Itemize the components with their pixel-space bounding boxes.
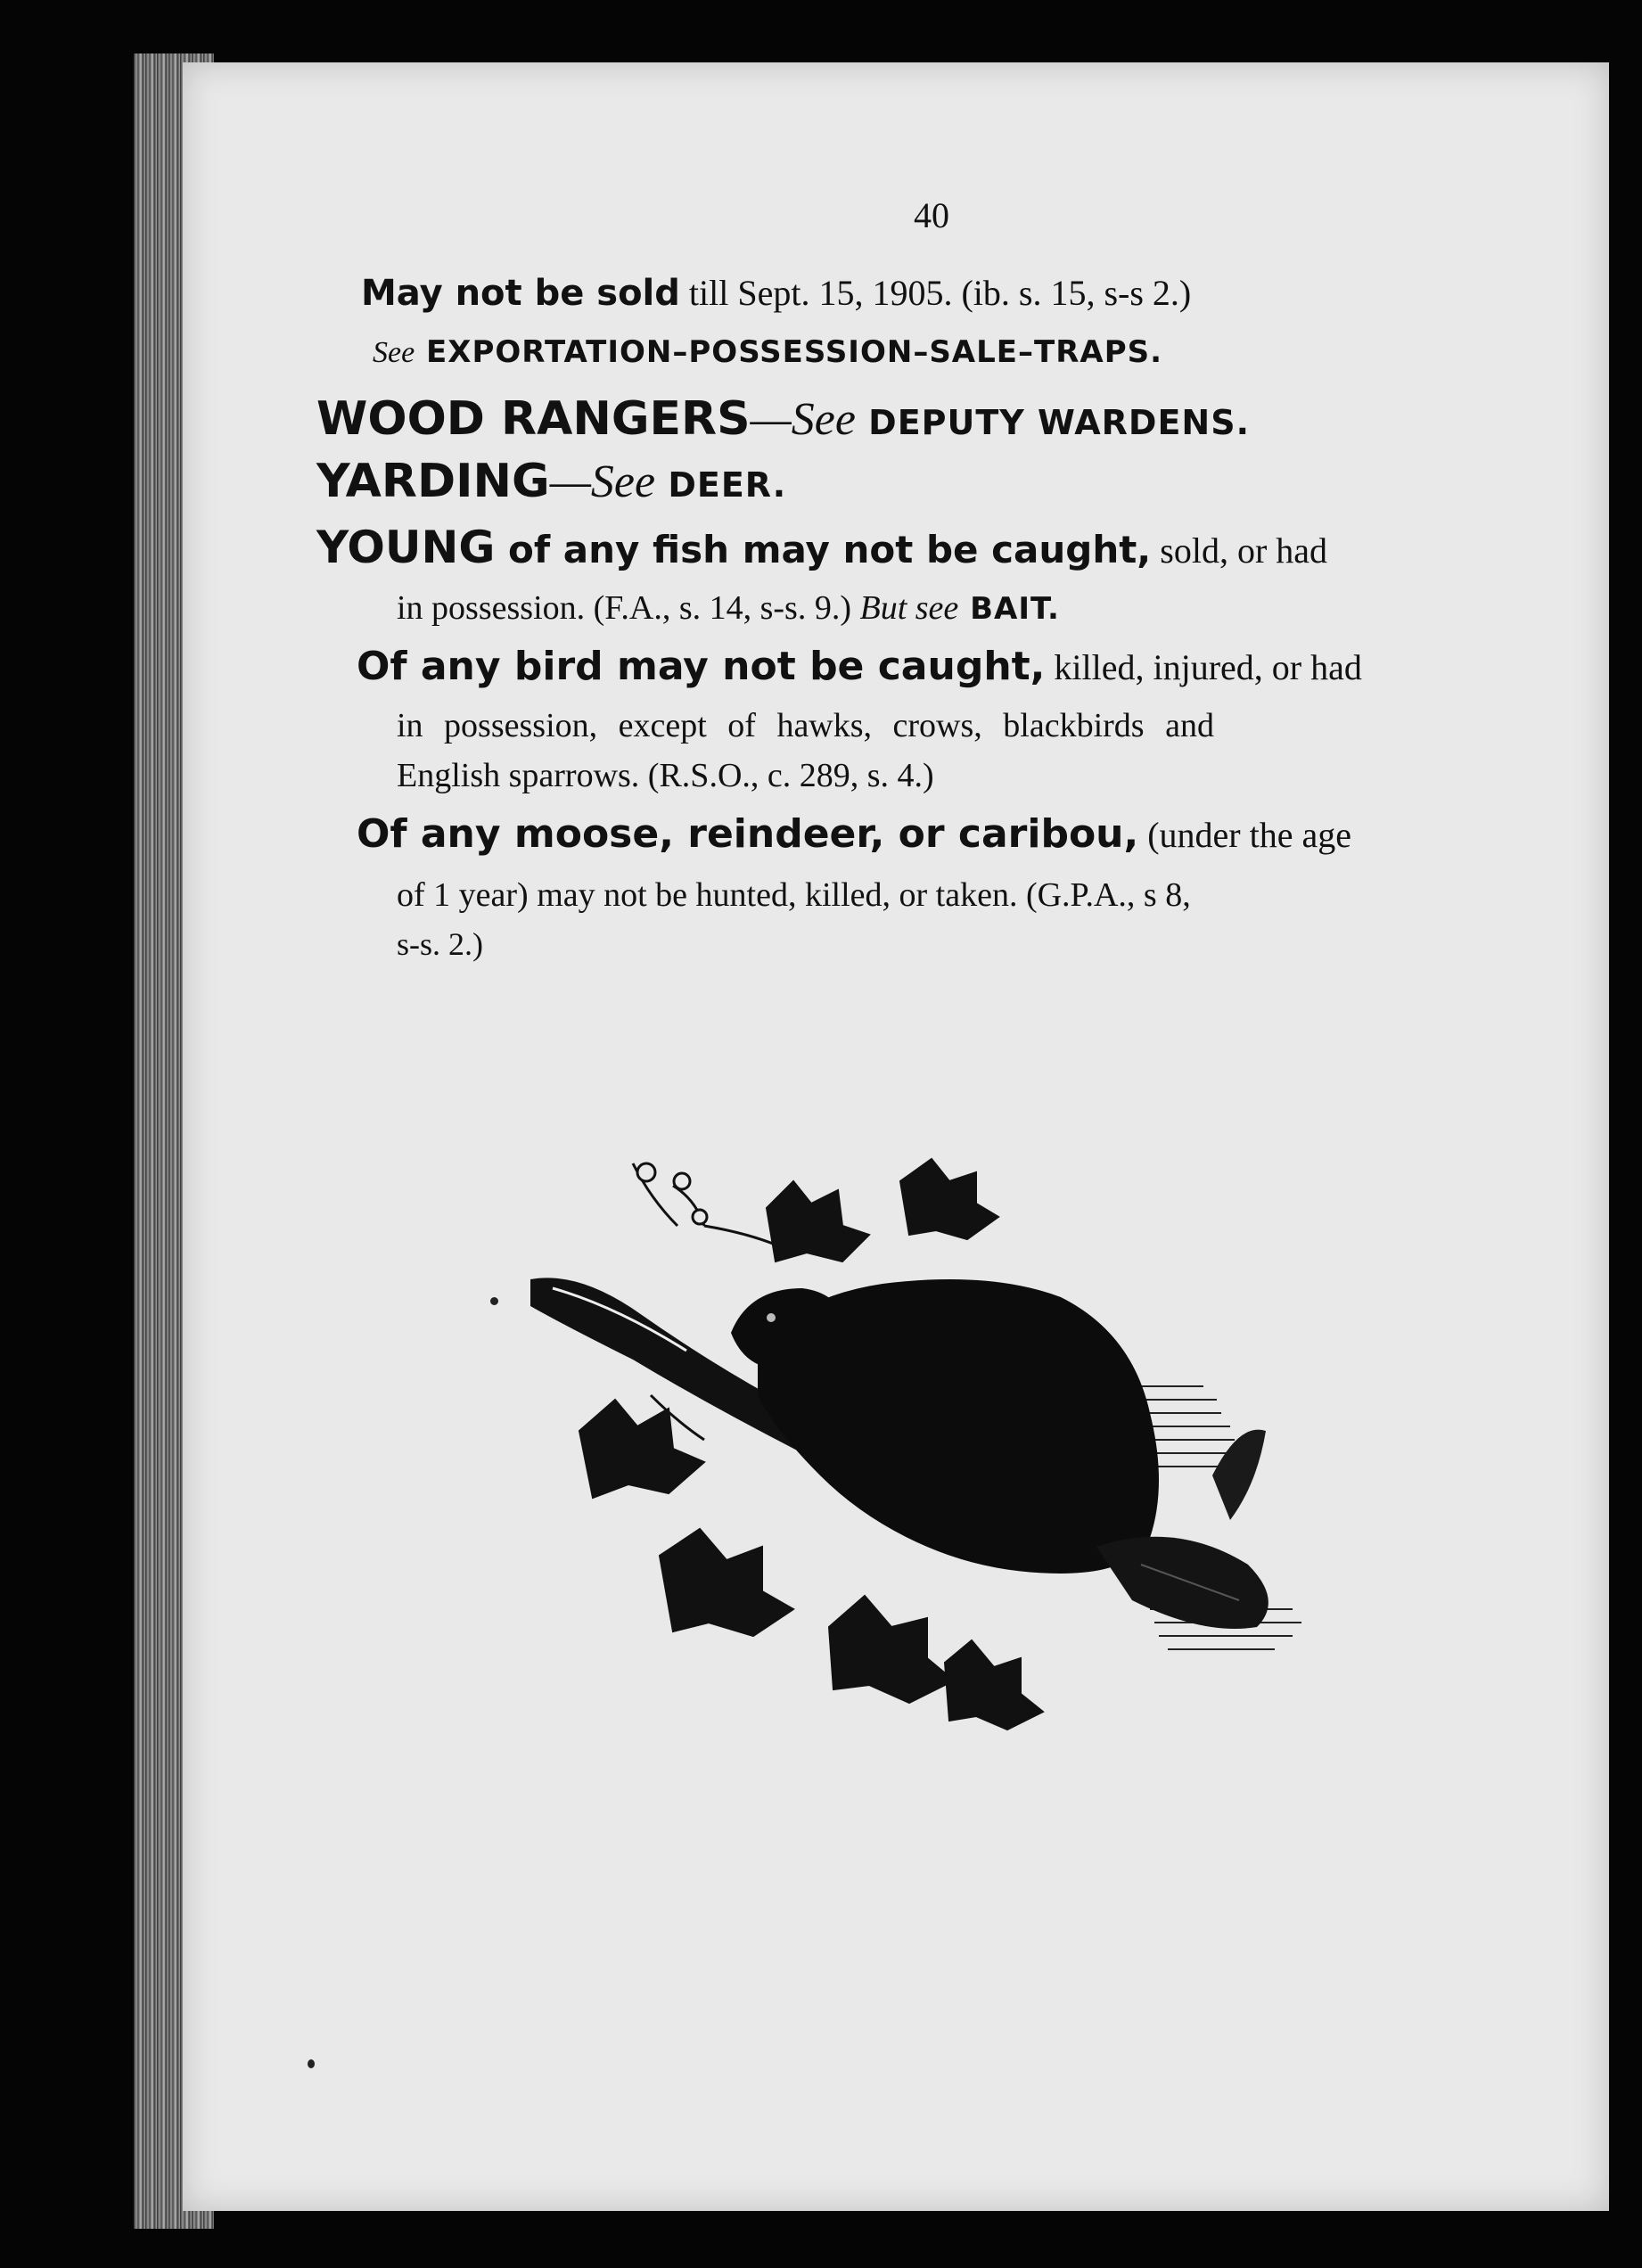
subentry-moose xyxy=(357,811,1351,857)
entry-line: s-s. 2.) xyxy=(397,926,483,962)
reference-targets: EXPORTATION–POSSESSION–SALE–TRAPS. xyxy=(415,334,1163,370)
bold-phrase: Of any bird may not be caught, xyxy=(357,644,1046,689)
cross-reference-line xyxy=(373,334,1162,370)
reference-target: DEER. xyxy=(655,465,787,505)
plain-text: sold, or had xyxy=(1151,530,1328,571)
entry-line-sale-date xyxy=(361,272,1191,314)
bold-phrase: May not be sold xyxy=(361,273,680,314)
heading-wood-rangers xyxy=(316,392,1250,446)
page-number: 40 xyxy=(914,195,949,235)
entry-line: of 1 year) may not be hunted, killed, or taken. (G.P.A., s 8, xyxy=(397,876,1191,914)
heading-young xyxy=(316,522,1327,573)
see-label: —See xyxy=(750,394,856,445)
bold-phrase: Of any moose, reindeer, or caribou, xyxy=(357,811,1139,857)
reference-target: DEPUTY WARDENS. xyxy=(855,403,1251,442)
heading-text: YARDING xyxy=(316,455,550,508)
plain-text: killed, injured, or had xyxy=(1045,647,1362,687)
beaver-illustration xyxy=(526,1128,1364,1770)
entry-line xyxy=(397,588,1060,628)
heading-yarding xyxy=(316,455,786,508)
plain-text: (under the age xyxy=(1138,815,1351,855)
entry-line: English sparrows. (R.S.O., c. 289, s. 4.) xyxy=(397,757,934,794)
reference-target: BAIT. xyxy=(958,591,1060,627)
bold-phrase: of any fish may not be caught, xyxy=(495,528,1152,571)
scan-speck xyxy=(490,1297,498,1305)
subentry-bird xyxy=(357,644,1362,689)
entry-line: in possession, except of hawks, crows, blackbirds and xyxy=(397,707,1214,744)
plain-text: till Sept. 15, 1905. (ib. s. 15, s-s 2.) xyxy=(679,273,1192,313)
book-page xyxy=(183,62,1609,2211)
see-label: See xyxy=(373,336,415,369)
scan-speck xyxy=(308,2059,315,2068)
plain-text: in possession. (F.A., s. 14, s-s. 9.) xyxy=(397,589,860,627)
see-label: —See xyxy=(549,456,656,507)
heading-text: YOUNG xyxy=(316,522,496,573)
see-label: But see xyxy=(859,589,959,627)
heading-text: WOOD RANGERS xyxy=(316,392,751,446)
